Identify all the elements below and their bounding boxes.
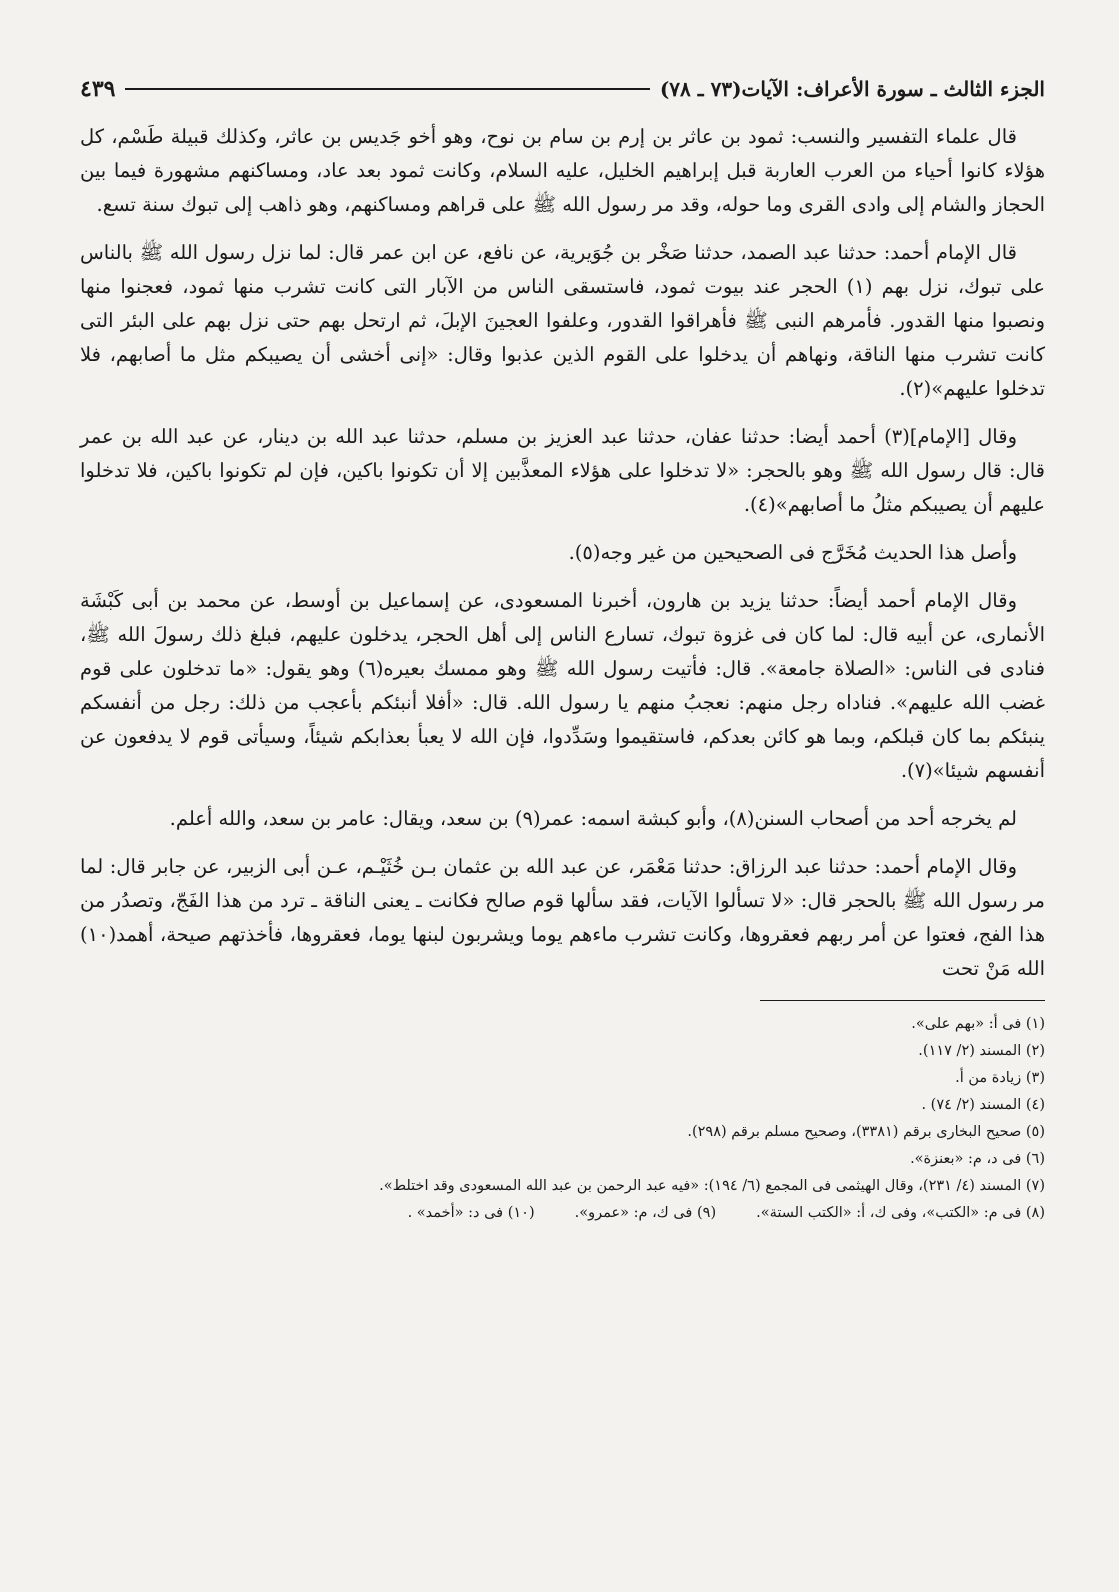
footnote: (٢) المسند (٢/ ١١٧). (918, 1043, 1045, 1059)
paragraph: وقال [الإمام](٣) أحمد أيضا: حدثنا عفان، حدثنا عبد العزيز بن مسلم، حدثنا عبد الله بن دينار، عن عبد الله بن عمر قال: قال رسول الله ﷺ وهو بالحجر: «لا تدخلوا على هؤلاء المعذَّبين إلا أن تكونوا باكين، فإن لم تكونوا باكين، فلا تدخلوا عليهم أن يصيبكم مثلُ ما أصابهم»(٤). (80, 425, 1045, 516)
footnote: (٤) المسند (٢/ ٧٤) . (921, 1097, 1045, 1113)
footnote: (٦) فى د، م: «بعنزة». (910, 1151, 1045, 1167)
footnote: (١٠) فى د: «أخمد» . (407, 1205, 535, 1221)
footnotes (80, 1011, 1045, 1227)
footnote: (١) فى أ: «بهم على». (911, 1016, 1045, 1032)
document-page (80, 68, 1045, 1227)
header-rule (125, 88, 649, 90)
paragraph: وأصل هذا الحديث مُخَرَّج فى الصحيحين من غير وجه(٥). (568, 541, 1017, 564)
running-title: الجزء الثالث ـ سورة الأعراف: الآيات(٧٣ ـ ٧٨) (659, 77, 1045, 101)
footnote: (٨) فى م: «الكتب»، وفى ك، أ: «الكتب الستة». (756, 1205, 1045, 1221)
page-number: ٤٣٩ (80, 76, 116, 102)
paragraph: وقال الإمام أحمد أيضاً: حدثنا يزيد بن هارون، أخبرنا المسعودى، عن إسماعيل بن أوسط، عن محمد بن أبى كَبْشَة الأنمارى، عن أبيه قال: لما كان فى غزوة تبوك، تسارع الناس إلى أهل الحجر، يدخلون عليهم، فبلغ ذلك رسولَ الله ﷺ، فنادى فى الناس: «الصلاة جامعة». قال: فأتيت رسول الله ﷺ وهو ممسك بعيره(٦) وهو يقول: «ما تدخلون على قوم غضب الله عليهم». فناداه رجل منهم: نعجبُ منهم يا رسول الله. قال: «أفلا أنبئكم بأعجب من ذلك: رجل من أنفسكم ينبئكم بما كان قبلكم، وبما هو كائن بعدكم، فاستقيموا وسَدِّدوا، فإن الله لا يعبأ بعذابكم شيئاً، وسيأتى قوم لا يدفعون عن أنفسهم شيئا»(٧). (80, 589, 1046, 782)
footnote: (٥) صحيح البخارى برقم (٣٣٨١)، وصحيح مسلم برقم (٢٩٨). (687, 1124, 1045, 1140)
body-text (80, 120, 1045, 986)
paragraph: قال الإمام أحمد: حدثنا عبد الصمد، حدثنا صَخْر بن جُوَيرية، عن نافع، عن ابن عمر قال: لما نزل رسول الله ﷺ بالناس على تبوك، نزل بهم (١) الحجر عند بيوت ثمود، فاستسقى الناس من الآبار التى كانت تشرب منها ثمود، فعجنوا منها ونصبوا منها القدور. فأمرهم النبى ﷺ فأهراقوا القدور، وعلفوا العجينَ الإبلَ، ثم ارتحل بهم حتى نزل بهم على البئر التى كانت تشرب منها الناقة، ونهاهم أن يدخلوا على القوم الذين عذبوا وقال: «إنى أخشى أن يصيبكم مثل ما أصابهم، فلا تدخلوا عليهم»(٢). (80, 241, 1045, 400)
footnote: (٩) فى ك، م: «عمرو». (574, 1205, 717, 1221)
footnote: (٧) المسند (٤/ ٢٣١)، وقال الهيثمى فى المجمع (٦/ ١٩٤): «فيه عبد الرحمن بن عبد الله المسعودى وقد اختلط». (379, 1178, 1045, 1194)
paragraph: وقال الإمام أحمد: حدثنا عبد الرزاق: حدثنا مَعْمَر، عن عبد الله بن عثمان بـن خُثَيْـم، عـن أبى الزبير، عن جابر قال: لما مر رسول الله ﷺ بالحجر قال: «لا تسألوا الآيات، فقد سألها قوم صالح فكانت ـ يعنى الناقة ـ ترد من هذا الفَجّ، وتصدُر من هذا الفج، فعتوا عن أمر ربهم فعقروها، وكانت تشرب ماءهم يوما ويشربون لبنها يوما، فعقروها، فأخذتهم صيحة، أهمد(١٠) الله مَنْ تحت (80, 855, 1045, 980)
page-header (80, 68, 1045, 110)
paragraph: قال علماء التفسير والنسب: ثمود بن عاثر بن إرم بن سام بن نوح، وهو أخو جَديس بن عاثر، وكذلك قبيلة طَسْم، كل هؤلاء كانوا أحياء من العرب العاربة قبل إبراهيم الخليل، عليه السلام، وكانت ثمود بعد عاد، ومساكنهم مشهورة فيما بين الحجاز والشام إلى وادى القرى وما حوله، وقد مر رسول الله ﷺ على قراهم ومساكنهم، وهو ذاهب إلى تبوك سنة تسع. (80, 125, 1045, 216)
footnote-row (80, 1200, 1045, 1227)
footnotes-rule (760, 1000, 1045, 1001)
footnote: (٣) زيادة من أ. (955, 1070, 1045, 1086)
paragraph: لم يخرجه أحد من أصحاب السنن(٨)، وأبو كبشة اسمه: عمر(٩) بن سعد، ويقال: عامر بن سعد، والله أعلم. (169, 807, 1017, 830)
